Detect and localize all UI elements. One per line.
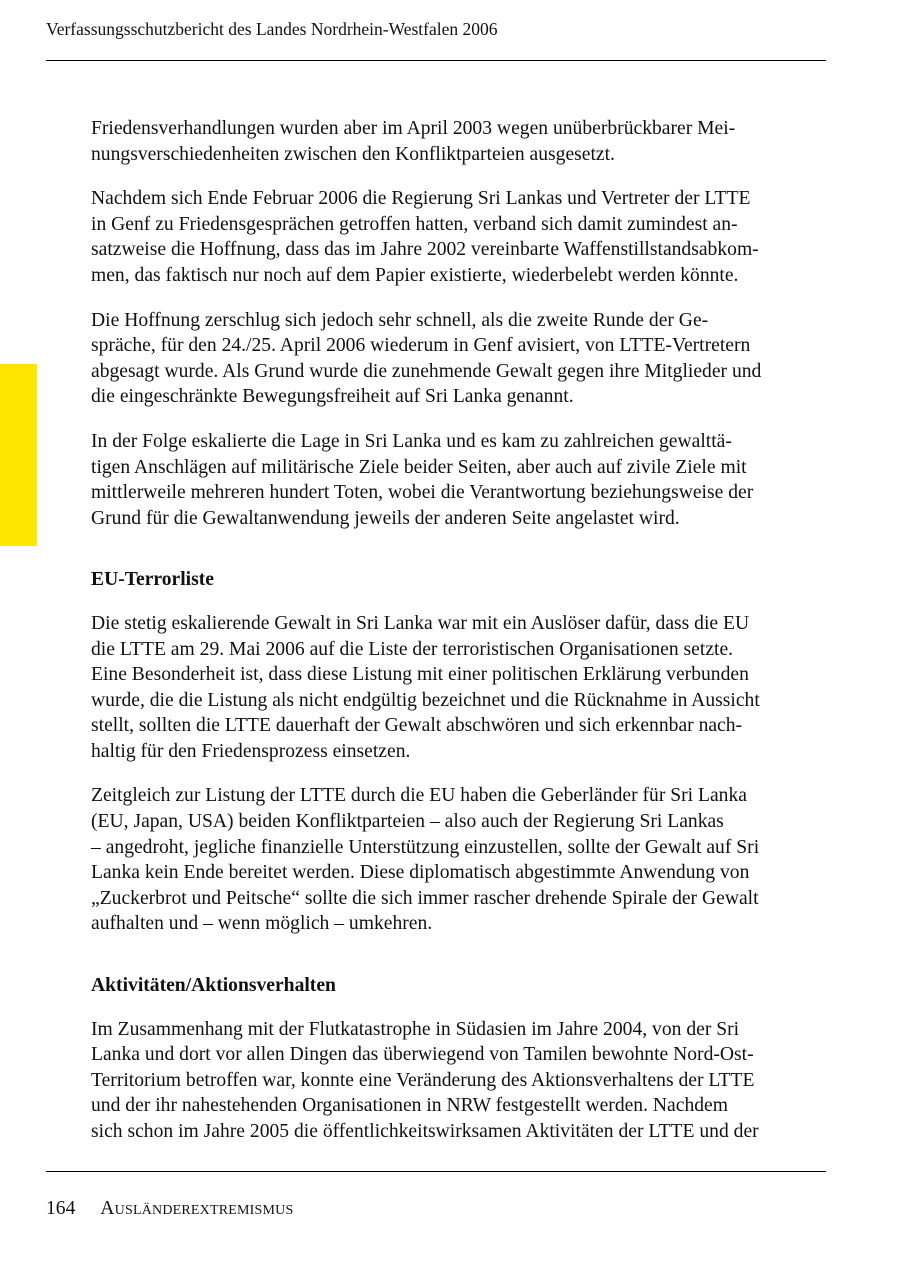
paragraph bbox=[91, 611, 826, 765]
paragraph bbox=[91, 186, 826, 288]
text-line: nungsverschiedenheiten zwischen den Konfliktparteien ausgesetzt. bbox=[91, 143, 615, 165]
text-line: mittlerweile mehreren hundert Toten, wobei die Verantwortung beziehungsweise der bbox=[91, 482, 754, 504]
paragraph bbox=[91, 308, 826, 410]
text-line: Eine Besonderheit ist, dass diese Listung mit einer politischen Erklärung verbunden bbox=[91, 664, 749, 686]
header-divider bbox=[46, 60, 826, 61]
text-line: Zeitgleich zur Listung der LTTE durch die EU haben die Geberländer für Sri Lanka bbox=[91, 785, 747, 807]
text-line: Die Hoffnung zerschlug sich jedoch sehr schnell, als die zweite Runde der Ge- bbox=[91, 309, 709, 331]
text-line: tigen Anschlägen auf militärische Ziele beider Seiten, aber auch auf zivile Ziele mit bbox=[91, 456, 747, 478]
text-line: sich schon im Jahre 2005 die öffentlichkeitswirksamen Aktivitäten der LTTE und der bbox=[91, 1121, 759, 1142]
text-line: spräche, für den 24./25. April 2006 wiederum in Genf avisiert, von LTTE-Vertretern bbox=[91, 335, 751, 357]
text-line: Lanka kein Ende bereitet werden. Diese diplomatisch abgestimmte Anwendung von bbox=[91, 862, 750, 884]
text-line: Lanka und dort vor allen Dingen das überwiegend von Tamilen bewohnte Nord-Ost- bbox=[91, 1044, 754, 1066]
running-header: Verfassungsschutzbericht des Landes Nordrhein-Westfalen 2006 bbox=[46, 19, 498, 39]
paragraph bbox=[91, 1017, 826, 1145]
text-line: aufhalten und – wenn möglich – umkehren. bbox=[91, 913, 433, 935]
text-line: Die stetig eskalierende Gewalt in Sri Lanka war mit ein Auslöser dafür, dass die EU bbox=[91, 612, 750, 634]
text-line: haltig für den Friedensprozess einsetzen. bbox=[91, 740, 411, 762]
text-line: – angedroht, jegliche finanzielle Unterstützung einzustellen, sollte der Gewalt auf Sri bbox=[91, 836, 760, 858]
text-line: und der ihr nahestehenden Organisationen in NRW festgestellt werden. Nachdem bbox=[91, 1095, 728, 1117]
text-line: die eingeschränkte Bewegungsfreiheit auf Sri Lanka genannt. bbox=[91, 386, 574, 408]
section-title: Ausländerextremismus bbox=[100, 1198, 294, 1219]
text-line: Friedensverhandlungen wurden aber im April 2003 wegen unüberbrückbarer Mei- bbox=[91, 118, 736, 139]
text-line: men, das faktisch nur noch auf dem Papier existierte, wiederbelebt werden könnte. bbox=[91, 264, 739, 286]
footer-divider bbox=[46, 1171, 826, 1172]
text-line: satzweise die Hoffnung, dass das im Jahre 2002 vereinbarte Waffenstillstandsabkom- bbox=[91, 239, 759, 261]
text-line: In der Folge eskalierte die Lage in Sri Lanka und es kam zu zahlreichen gewalttä- bbox=[91, 430, 732, 452]
page-footer bbox=[46, 1197, 293, 1221]
section-thumb-marker bbox=[0, 364, 37, 546]
text-line: in Genf zu Friedensgesprächen getroffen hatten, verband sich damit zumindest an- bbox=[91, 213, 738, 235]
page-body bbox=[91, 116, 826, 1164]
text-line: stellt, sollten die LTTE dauerhaft der Gewalt abschwören und sich erkennbar nach- bbox=[91, 715, 743, 737]
text-line: wurde, die die Listung als nicht endgültig bezeichnet und die Rücknahme in Aussicht bbox=[91, 689, 760, 711]
text-line: abgesagt wurde. Als Grund wurde die zunehmende Gewalt gegen ihre Mitglieder und bbox=[91, 360, 762, 382]
text-line: Im Zusammenhang mit der Flutkatastrophe in Südasien im Jahre 2004, von der Sri bbox=[91, 1018, 740, 1040]
page-number: 164 bbox=[46, 1198, 76, 1219]
text-line: die LTTE am 29. Mai 2006 auf die Liste der terroristischen Organisationen setzte. bbox=[91, 638, 734, 660]
paragraph bbox=[91, 783, 826, 937]
text-line: „Zuckerbrot und Peitsche“ sollte die sich immer rascher drehende Spirale der Gewalt bbox=[91, 887, 759, 909]
text-line: Territorium betroffen war, konnte eine Veränderung des Aktionsverhaltens der LTTE bbox=[91, 1069, 755, 1091]
section-heading: Aktivitäten/Aktionsverhalten bbox=[91, 975, 336, 997]
text-line: Grund für die Gewaltanwendung jeweils der anderen Seite angelastet wird. bbox=[91, 507, 680, 529]
paragraph bbox=[91, 429, 826, 531]
text-line: (EU, Japan, USA) beiden Konfliktparteien – also auch der Regierung Sri Lankas bbox=[91, 811, 724, 833]
section-heading: EU-Terrorliste bbox=[91, 569, 214, 591]
paragraph bbox=[91, 116, 826, 167]
text-line: Nachdem sich Ende Februar 2006 die Regierung Sri Lankas und Vertreter der LTTE bbox=[91, 188, 751, 210]
